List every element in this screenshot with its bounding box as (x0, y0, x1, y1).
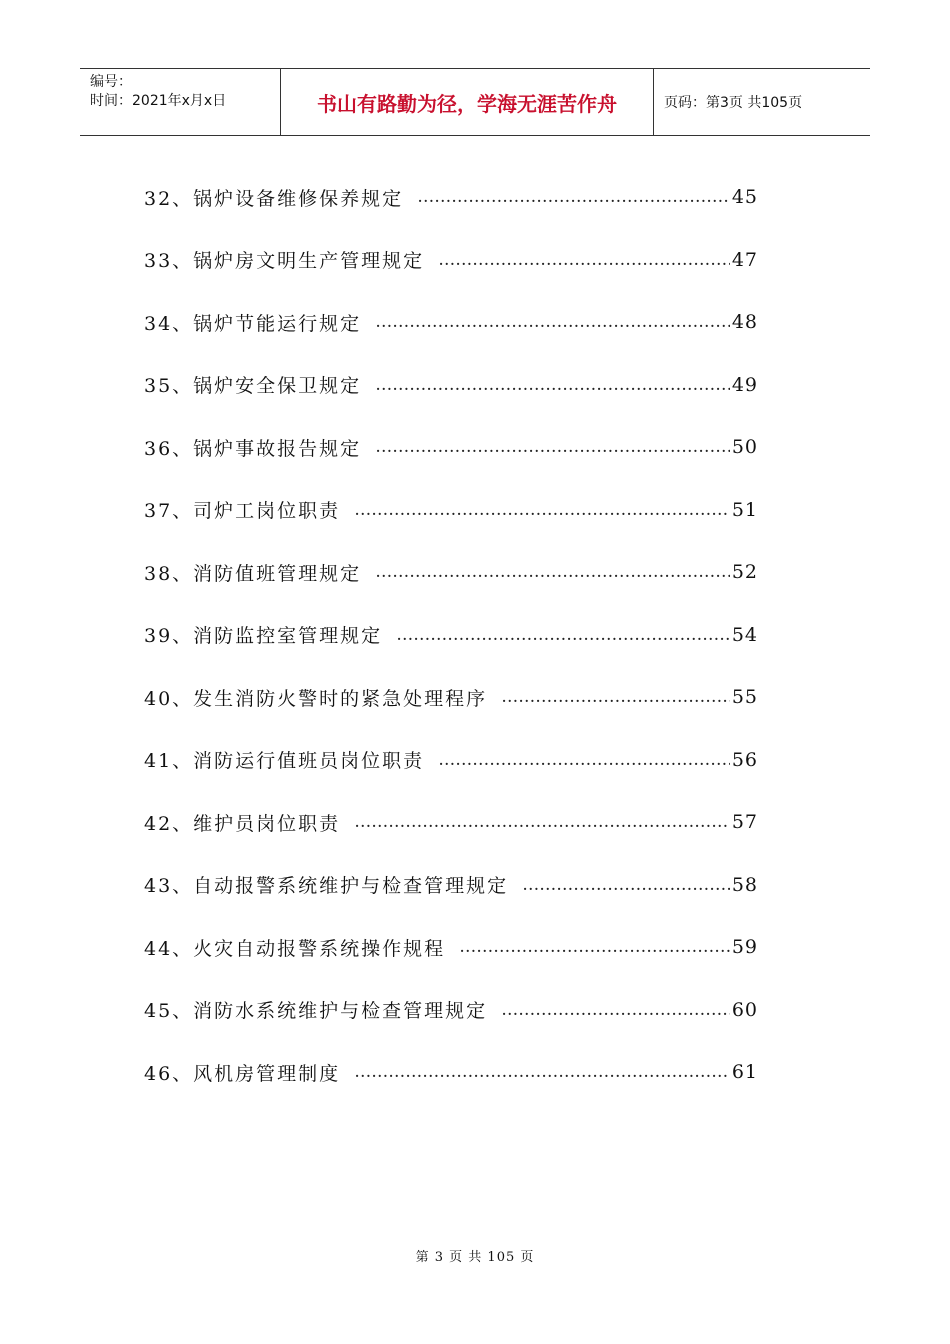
toc-entry-page: 45 (731, 186, 758, 209)
toc-entry-title: 39、消防监控室管理规定 (144, 625, 383, 648)
toc-leader-dots (438, 250, 730, 270)
code-label: 编号： (90, 74, 132, 90)
toc-entry[interactable] (144, 229, 758, 292)
toc-entry[interactable] (144, 979, 758, 1042)
toc-leader-dots (375, 562, 730, 582)
page-header (80, 68, 870, 136)
header-motto: 书山有路勤为径，学海无涯苦作舟 (281, 69, 654, 135)
toc-leader-dots (354, 1062, 730, 1082)
toc-entry-title: 34、锅炉节能运行规定 (144, 312, 362, 335)
toc-entry[interactable] (144, 166, 758, 229)
toc-leader-dots (354, 500, 730, 520)
toc-entry[interactable] (144, 854, 758, 917)
toc-entry-title: 32、锅炉设备维修保养规定 (144, 187, 404, 210)
toc-entry-title: 44、火灾自动报警系统操作规程 (144, 937, 446, 960)
toc-leader-dots (501, 1000, 730, 1020)
toc-entry-title: 38、消防值班管理规定 (144, 562, 362, 585)
toc-entry-page: 58 (731, 873, 758, 896)
toc-entry[interactable] (144, 791, 758, 854)
toc-leader-dots (417, 187, 730, 207)
page-footer: 第 3 页 共 105 页 (415, 1250, 535, 1265)
toc-entry[interactable] (144, 729, 758, 792)
toc-leader-dots (438, 750, 730, 770)
toc-entry-title: 37、司炉工岗位职责 (144, 500, 341, 523)
toc-entry-title: 46、风机房管理制度 (144, 1062, 341, 1085)
toc-entry[interactable] (144, 291, 758, 354)
toc-entry[interactable] (144, 604, 758, 667)
toc-entry-page: 54 (731, 623, 758, 646)
toc-leader-dots (501, 687, 730, 707)
toc-leader-dots (354, 812, 730, 832)
toc-entry-page: 49 (731, 373, 758, 396)
header-page-info: 页码：第3页 共105页 (664, 95, 803, 111)
toc-entry-page: 59 (731, 936, 758, 959)
toc-entry[interactable] (144, 416, 758, 479)
toc-leader-dots (375, 375, 730, 395)
toc-entry-page: 48 (731, 311, 758, 334)
toc-entry[interactable] (144, 354, 758, 417)
toc-entry-title: 45、消防水系统维护与检查管理规定 (144, 1000, 488, 1023)
toc-entry-title: 40、发生消防火警时的紧急处理程序 (144, 687, 488, 710)
toc-entry[interactable] (144, 479, 758, 542)
toc-leader-dots (459, 937, 730, 957)
toc-entry-title: 41、消防运行值班员岗位职责 (144, 750, 425, 773)
toc-entry-page: 57 (731, 811, 758, 834)
toc-entry-title: 43、自动报警系统维护与检查管理规定 (144, 875, 509, 898)
toc-entry-page: 52 (731, 561, 758, 584)
toc-entry-title: 35、锅炉安全保卫规定 (144, 375, 362, 398)
toc-leader-dots (375, 437, 730, 457)
toc-entry-page: 55 (731, 686, 758, 709)
toc-entry[interactable] (144, 1041, 758, 1104)
toc-entry-title: 36、锅炉事故报告规定 (144, 437, 362, 460)
time-label: 时间：2021年x月x日 (90, 93, 227, 109)
toc-entry-title: 33、锅炉房文明生产管理规定 (144, 250, 425, 273)
toc-leader-dots (396, 625, 730, 645)
table-of-contents (144, 166, 758, 1104)
toc-entry-page: 47 (731, 248, 758, 271)
toc-entry[interactable] (144, 541, 758, 604)
toc-entry-page: 56 (731, 748, 758, 771)
toc-leader-dots (522, 875, 730, 895)
toc-entry-page: 61 (731, 1061, 758, 1084)
toc-entry-title: 42、维护员岗位职责 (144, 812, 341, 835)
toc-entry[interactable] (144, 666, 758, 729)
toc-leader-dots (375, 312, 730, 332)
toc-entry-page: 50 (731, 436, 758, 459)
toc-entry-page: 60 (731, 998, 758, 1021)
toc-entry[interactable] (144, 916, 758, 979)
header-meta (80, 69, 281, 135)
toc-entry-page: 51 (731, 498, 758, 521)
